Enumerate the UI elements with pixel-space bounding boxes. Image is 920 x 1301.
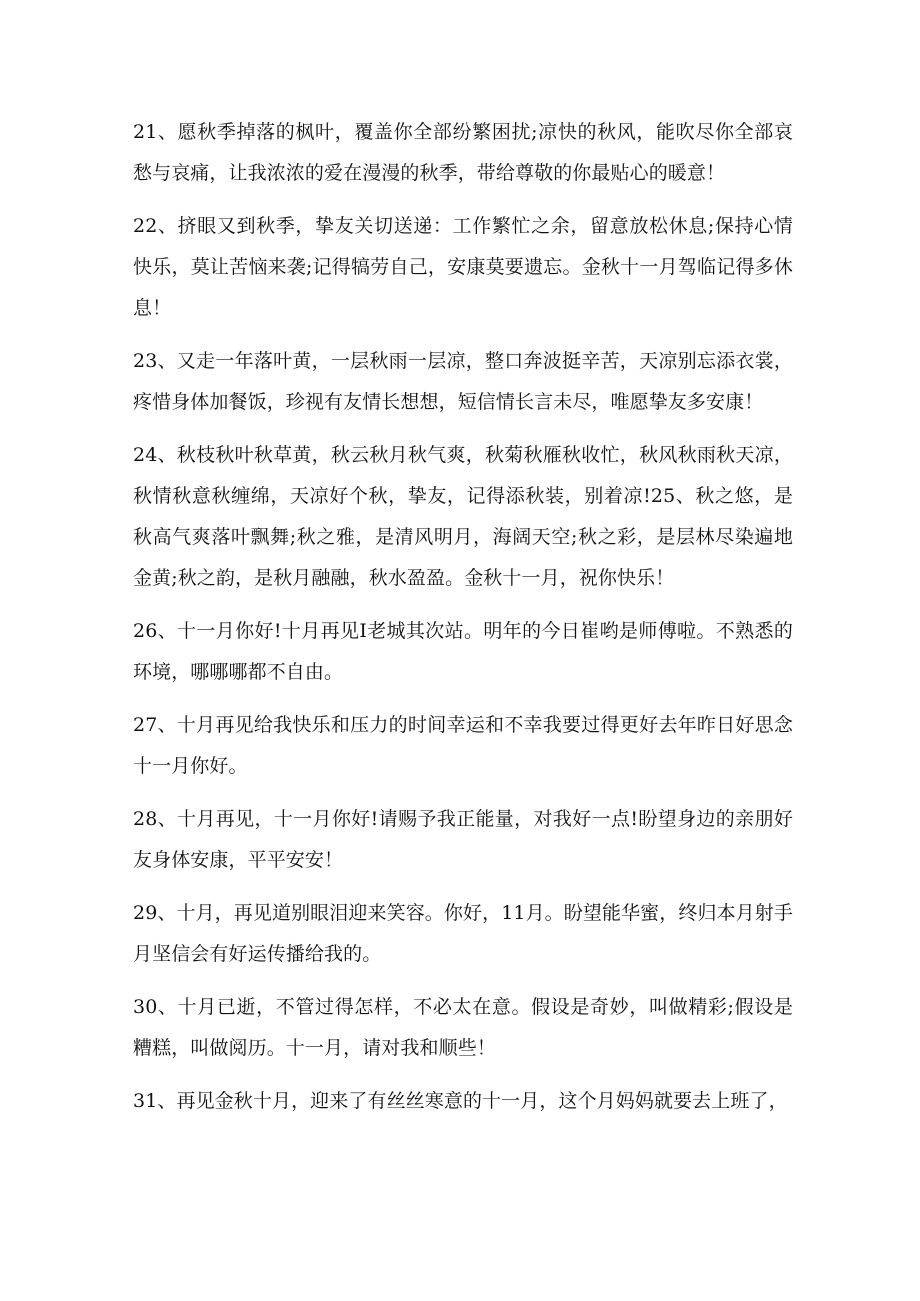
- paragraph-22: 22、挤眼又到秋季，挚友关切送递：工作繁忙之余，留意放松休息;保持心情快乐，莫让苦恼来袭;记得犒劳自己，安康莫要遗忘。金秋十一月驾临记得多休息！: [133, 215, 793, 319]
- paragraph-28: 28、十月再见，十一月你好!请赐予我正能量，对我好一点!盼望身边的亲朋好友身体安康，平平安安！: [133, 808, 793, 871]
- paragraph-31: 31、再见金秋十月，迎来了有丝丝寒意的十一月，这个月妈妈就要去上班了，: [133, 1090, 788, 1112]
- paragraph-30: 30、十月已逝，不管过得怎样，不必太在意。假设是奇妙，叫做精彩;假设是糟糕，叫做阅历。十一月，请对我和顺些！: [133, 996, 793, 1059]
- paragraph-29: 29、十月，再见道别眼泪迎来笑容。你好，11月。盼望能华蜜，终归本月射手月坚信会有好运传播给我的。: [133, 902, 793, 965]
- paragraph-24: 24、秋枝秋叶秋草黄，秋云秋月秋气爽，秋菊秋雁秋收忙，秋风秋雨秋天凉，秋情秋意秋缠绵，天凉好个秋，挚友，记得添秋装，别着凉!25、秋之悠，是秋高气爽落叶飘舞;秋之雅，是清风明月，海阔天空;秋之彩，是层林尽染遍地金黄;秋之韵，是秋月融融，秋水盈盈。金秋十一月，祝你快乐！: [133, 444, 793, 589]
- document-body: [133, 112, 793, 1122]
- paragraph-27: 27、十月再见给我快乐和压力的时间幸运和不幸我要过得更好去年昨日好思念十一月你好。: [133, 714, 793, 777]
- paragraph-23: 23、又走一年落叶黄，一层秋雨一层凉，整口奔波挺辛苦，天凉别忘添衣裳，疼惜身体加餐饭，珍视有友情长想想，短信情长言未尽，唯愿挚友多安康！: [133, 350, 793, 413]
- paragraph-21: 21、愿秋季掉落的枫叶，覆盖你全部纷繁困扰;凉快的秋风，能吹尽你全部哀愁与哀痛，让我浓浓的爱在漫漫的秋季，带给尊敬的你最贴心的暖意！: [133, 121, 793, 184]
- paragraph-26: 26、十一月你好!十月再见I老城其次站。明年的今日崔哟是师傅啦。不熟悉的环境，哪哪哪都不自由。: [133, 620, 793, 683]
